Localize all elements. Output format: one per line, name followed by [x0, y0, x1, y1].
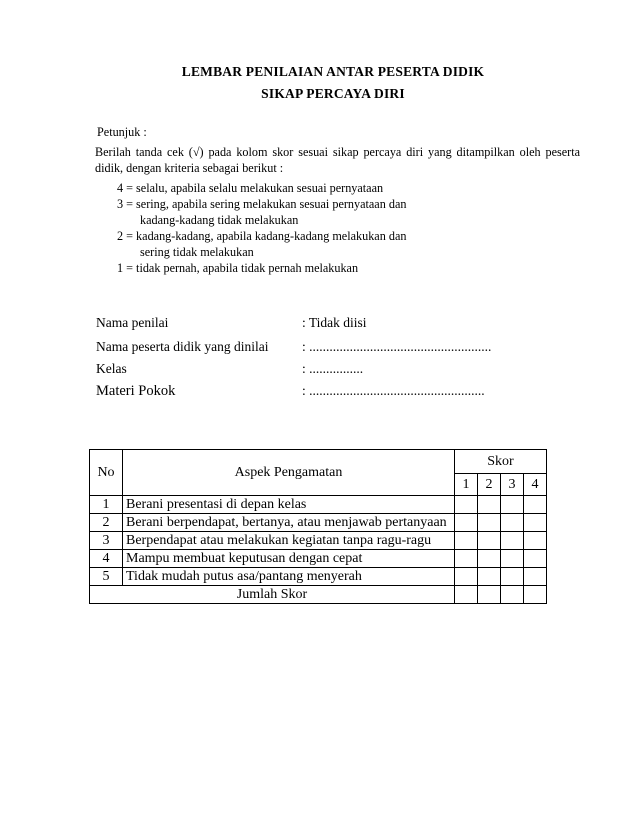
score-col-1: 1 — [455, 474, 478, 496]
instructions-body: Berilah tanda cek (√) pada kolom skor sesuai sikap percaya diri yang ditampilkan oleh peserta didik, dengan kriteria sebagai berikut : — [95, 145, 580, 175]
criteria-3: 3 = sering, apabila sering melakukan sesuai pernyataan dan — [117, 197, 407, 211]
score-cell[interactable] — [501, 532, 524, 550]
score-col-2: 2 — [478, 474, 501, 496]
score-cell[interactable] — [501, 568, 524, 586]
row-aspect: Berani presentasi di depan kelas — [123, 496, 455, 514]
header-score: Skor — [455, 450, 547, 474]
total-score-cell[interactable] — [478, 586, 501, 604]
score-cell[interactable] — [455, 550, 478, 568]
header-aspect: Aspek Pengamatan — [123, 450, 455, 496]
title-line-1: LEMBAR PENILAIAN ANTAR PESERTA DIDIK — [181, 64, 485, 79]
row-aspect: Berani berpendapat, bertanya, atau menjawab pertanyaan — [123, 514, 455, 532]
identity-label: Materi Pokok — [96, 383, 176, 399]
score-col-4: 4 — [524, 474, 547, 496]
criteria-2-cont: sering tidak melakukan — [140, 245, 254, 259]
identity-label: Nama penilai — [96, 315, 169, 330]
total-score-cell[interactable] — [501, 586, 524, 604]
score-cell[interactable] — [524, 532, 547, 550]
instructions-heading: Petunjuk : — [97, 125, 147, 139]
identity-value: : .................................................... — [302, 383, 485, 398]
row-number: 2 — [90, 514, 123, 532]
row-number: 5 — [90, 568, 123, 586]
score-cell[interactable] — [478, 532, 501, 550]
score-cell[interactable] — [455, 568, 478, 586]
identity-label: Nama peserta didik yang dinilai — [96, 339, 269, 354]
criteria-4: 4 = selalu, apabila selalu melakukan sesuai pernyataan — [117, 181, 384, 195]
observation-table — [89, 449, 547, 604]
table-row — [90, 496, 547, 514]
identity-value: : Tidak diisi — [302, 315, 367, 330]
score-col-3: 3 — [501, 474, 524, 496]
score-cell[interactable] — [455, 514, 478, 532]
score-cell[interactable] — [478, 568, 501, 586]
score-cell[interactable] — [455, 496, 478, 514]
criteria-1: 1 = tidak pernah, apabila tidak pernah melakukan — [117, 261, 359, 275]
identity-value: : ................ — [302, 361, 364, 376]
row-number: 3 — [90, 532, 123, 550]
row-number: 4 — [90, 550, 123, 568]
table-row — [90, 550, 547, 568]
identity-label: Kelas — [96, 361, 127, 376]
score-cell[interactable] — [501, 550, 524, 568]
table-row — [90, 568, 547, 586]
table-row — [90, 532, 547, 550]
score-cell[interactable] — [501, 496, 524, 514]
total-score-cell[interactable] — [524, 586, 547, 604]
score-cell[interactable] — [478, 514, 501, 532]
row-aspect: Tidak mudah putus asa/pantang menyerah — [123, 568, 455, 586]
header-no: No — [90, 450, 123, 496]
score-cell[interactable] — [478, 496, 501, 514]
score-cell[interactable] — [524, 568, 547, 586]
score-cell[interactable] — [455, 532, 478, 550]
score-cell[interactable] — [524, 550, 547, 568]
total-row — [90, 586, 547, 604]
table-row — [90, 514, 547, 532]
row-number: 1 — [90, 496, 123, 514]
identity-value: : ...................................................... — [302, 339, 492, 354]
criteria-2: 2 = kadang-kadang, apabila kadang-kadang melakukan dan — [117, 229, 407, 243]
score-cell[interactable] — [501, 514, 524, 532]
criteria-3-cont: kadang-kadang tidak melakukan — [140, 213, 299, 227]
score-cell[interactable] — [524, 496, 547, 514]
row-aspect: Mampu membuat keputusan dengan cepat — [123, 550, 455, 568]
title-line-2: SIKAP PERCAYA DIRI — [261, 86, 405, 101]
score-cell[interactable] — [478, 550, 501, 568]
total-label: Jumlah Skor — [90, 586, 455, 604]
row-aspect: Berpendapat atau melakukan kegiatan tanpa ragu-ragu — [123, 532, 455, 550]
total-score-cell[interactable] — [455, 586, 478, 604]
score-cell[interactable] — [524, 514, 547, 532]
